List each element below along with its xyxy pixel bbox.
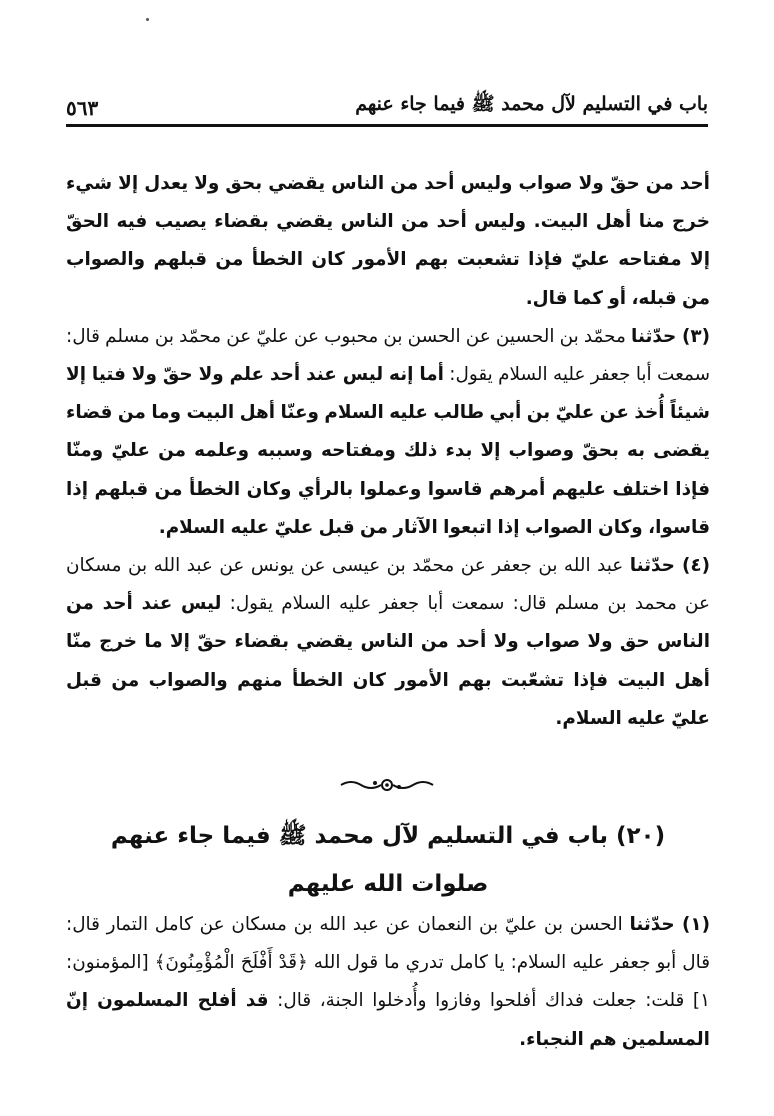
hadith-lead: حدّثنا	[629, 555, 675, 577]
paragraph-continuation	[66, 165, 710, 318]
hadith-3	[66, 318, 710, 547]
chapter-heading	[66, 812, 710, 908]
page-header	[66, 84, 708, 120]
chapter-subtitle: صلوات الله عليهم	[287, 871, 489, 897]
hadith-lead: حدّثنا	[629, 914, 675, 935]
hadith-lead: حدّثنا	[631, 325, 677, 347]
hadith-isnad: الحسن بن عليّ بن النعمان عن عبد الله بن مسكان عن كامل التمار قال: قال أبو جعفر عليه السلام: يا كامل تدري ما قول الله ﴿قَدْ أَفْلَحَ الْمُؤْمِنُونَ﴾ [المؤمنون: ١] قلت: جعلت فداك أفلحوا وفازوا وأُدخلوا الجنة، قال:	[66, 914, 710, 1012]
page-number: ٥٦٣	[66, 96, 99, 120]
chapter-text	[66, 906, 710, 1059]
hadith-number: (٤)	[674, 555, 710, 577]
header-rule	[66, 124, 708, 127]
hadith-text: قد أفلح المسلمون إنّ المسلمين هم النجباء.	[66, 990, 710, 1050]
hadith-text: أما إنه ليس عند أحد علم ولا حقّ ولا فتيا إلا شيئاً أُخذ عن عليّ بن أبي طالب عليه السلام وعنّا أهل البيت وما من قضاء يقضى به بحقّ وصواب إلا بدء ذلك ومفتاحه وسببه وعلمه من عليّ ومنّا فإذا اختلف عليهم أمرهم قاسوا وعملوا بالرأي وكان الخطأ من قبلهم إذا قاسوا، وكان الصواب إذا اتبعوا الآثار من قبل عليّ عليه السلام.	[66, 364, 710, 538]
hadith-number: (٣)	[676, 325, 711, 347]
hadith-text: أحد من حقّ ولا صواب وليس أحد من الناس يقضي بحق ولا يعدل إلا شيء خرج منا أهل البيت. وليس أحد من الناس يقضي بقضاء يصيب فيه الحقّ إلا مفتاحه عليّ فإذا تشعبت بهم الأمور كان الخطأ من قبلهم والصواب من قبله، أو كما قال.	[66, 173, 710, 309]
running-title: باب في التسليم لآل محمد ﷺ فيما جاء عنهم	[355, 93, 708, 115]
hadith-1	[66, 906, 710, 1059]
ornament-divider-icon	[337, 776, 437, 794]
scan-speck	[146, 18, 149, 21]
chapter-title: (٢٠) باب في التسليم لآل محمد ﷺ فيما جاء عنهم	[110, 823, 666, 849]
hadith-text: ليس عند أحد من الناس حق ولا صواب ولا أحد من الناس يقضي بقضاء حقّ إلا ما خرج منّا أهل البيت فإذا تشعّبت بهم الأمور كان الخطأ منهم والصواب من قبل عليّ عليه السلام.	[66, 593, 710, 729]
hadith-isnad: محمّد بن الحسين عن الحسن بن محبوب عن عليّ عن محمّد بن مسلم قال: سمعت أبا جعفر عليه السلام يقول:	[66, 325, 710, 386]
hadith-4	[66, 547, 710, 738]
hadith-number: (١)	[674, 914, 710, 935]
hadith-isnad: عبد الله بن جعفر عن محمّد بن عيسى عن يونس عن عبد الله بن مسكان عن محمد بن مسلم قال: سمعت أبا جعفر عليه السلام يقول:	[66, 555, 710, 615]
main-text	[66, 165, 710, 738]
